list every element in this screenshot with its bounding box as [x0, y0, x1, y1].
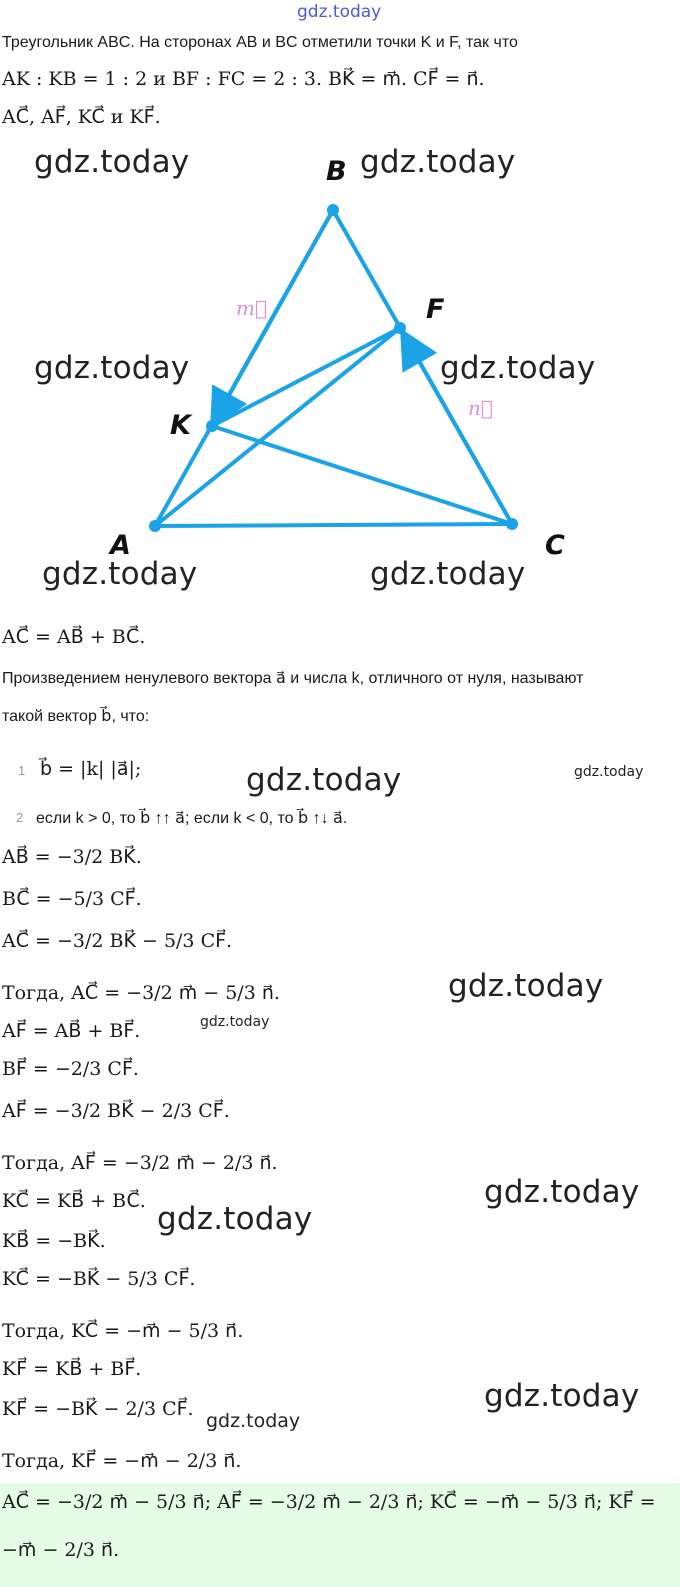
- segment-kc: [212, 426, 512, 524]
- solution-line: KF⃗ = KB⃗ + BF⃗.: [2, 1358, 142, 1380]
- point-c: [506, 518, 518, 530]
- watermark: gdz.today: [484, 1378, 640, 1414]
- point-b: [327, 204, 339, 216]
- label-vector-m: m⃗: [236, 296, 267, 320]
- solution-line: Тогда, KF⃗ = −m⃗ − 2/3 n⃗.: [2, 1450, 242, 1472]
- answer-line-2: −m⃗ − 2/3 n⃗.: [2, 1539, 120, 1561]
- label-f: F: [426, 294, 445, 325]
- problem-line-2: AK : KB = 1 : 2 и BF : FC = 2 : 3. BK⃗ = m⃗. CF⃗ = n⃗.: [2, 68, 485, 90]
- point-a: [149, 520, 161, 532]
- solution-line: AF⃗ = AB⃗ + BF⃗.: [2, 1020, 141, 1042]
- point-k: [206, 420, 218, 432]
- solution-line: KC⃗ = −BK⃗ − 5/3 CF⃗.: [2, 1268, 196, 1290]
- side-ac: [155, 524, 512, 526]
- watermark: gdz.today: [440, 350, 596, 386]
- watermark: gdz.today: [157, 1201, 313, 1237]
- list-number: 2: [16, 810, 24, 825]
- problem-line-1: Треугольник ABC. На сторонах AB и BC отметили точки K и F, так что: [2, 34, 518, 51]
- label-k: K: [170, 410, 191, 441]
- watermark-medium: gdz.today: [206, 1410, 301, 1432]
- problem-line-3: AC⃗, AF⃗, KC⃗ и KF⃗.: [2, 106, 161, 128]
- watermark: gdz.today: [484, 1174, 640, 1210]
- label-c: C: [545, 530, 565, 561]
- point-f: [394, 322, 406, 334]
- list-number: 1: [18, 763, 26, 778]
- watermark: gdz.today: [246, 762, 402, 798]
- watermark: gdz.today: [34, 144, 190, 180]
- solution-line: Тогда, AF⃗ = −3/2 m⃗ − 2/3 n⃗.: [2, 1152, 278, 1174]
- watermark: gdz.today: [34, 350, 190, 386]
- answer-box: [0, 1483, 680, 1587]
- watermark-top[interactable]: gdz.today: [297, 2, 382, 22]
- watermark: gdz.today: [42, 556, 198, 592]
- solution-line: Тогда, KC⃗ = −m⃗ − 5/3 n⃗.: [2, 1320, 244, 1342]
- solution-line: Тогда, AC⃗ = −3/2 m⃗ − 5/3 n⃗.: [2, 982, 280, 1004]
- solution-line: KB⃗ = −BK⃗.: [2, 1230, 106, 1252]
- watermark: gdz.today: [448, 968, 604, 1004]
- label-vector-n: n⃗: [468, 396, 493, 420]
- definition-line-1: Произведением ненулевого вектора a⃗ и числа k, отличного от нуля, называют: [2, 670, 584, 687]
- list-item-2: если k > 0, то b⃗ ↑↑ a⃗; если k < 0, то b⃗ ↑↓ a⃗.: [36, 810, 348, 827]
- solution-line: KF⃗ = −BK⃗ − 2/3 CF⃗.: [2, 1398, 194, 1420]
- watermark: gdz.today: [360, 144, 516, 180]
- watermark-small: gdz.today: [574, 764, 644, 780]
- solution-line: AF⃗ = −3/2 BK⃗ − 2/3 CF⃗.: [2, 1100, 230, 1122]
- label-b: B: [326, 156, 347, 187]
- segment-af: [155, 328, 400, 526]
- solution-line: KC⃗ = KB⃗ + BC⃗.: [2, 1190, 146, 1212]
- list-item-1: b⃗ = |k| |a⃗|;: [40, 758, 142, 780]
- watermark: gdz.today: [370, 556, 526, 592]
- solution-line: AC⃗ = −3/2 BK⃗ − 5/3 CF⃗.: [2, 930, 233, 952]
- vector-bk: [214, 210, 333, 422]
- answer-line-1: AC⃗ = −3/2 m⃗ − 5/3 n⃗; AF⃗ = −3/2 m⃗ − 2/3 n⃗; KC⃗ = −m⃗ − 5/3 n⃗; KF⃗ =: [2, 1491, 656, 1513]
- solution-line: BF⃗ = −2/3 CF⃗.: [2, 1058, 139, 1080]
- label-a: A: [110, 530, 131, 561]
- watermark-small: gdz.today: [200, 1014, 270, 1030]
- solution-line: BC⃗ = −5/3 CF⃗.: [2, 888, 142, 910]
- solution-line: AC⃗ = AB⃗ + BC⃗.: [2, 626, 146, 648]
- definition-line-2: такой вектор b⃗, что:: [2, 708, 150, 725]
- solution-line: AB⃗ = −3/2 BK⃗.: [2, 846, 142, 868]
